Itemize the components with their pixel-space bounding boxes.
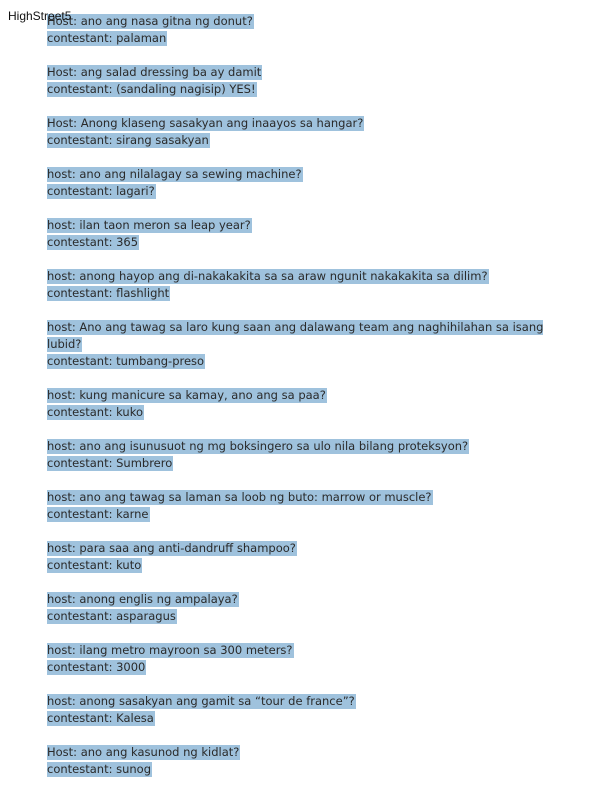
qa-pair	[47, 166, 567, 200]
qa-pair	[47, 540, 567, 574]
contestant-answer: contestant: palaman	[47, 31, 167, 45]
host-question: host: para saa ang anti-dandruff shampoo?	[47, 541, 296, 555]
watermark-text: HighStreet5	[8, 9, 72, 23]
contestant-answer: contestant: kuko	[47, 405, 143, 419]
host-question: host: ano ang tawag sa laman sa loob ng buto: marrow or muscle?	[47, 490, 432, 504]
host-question: host: ano ang isunusuot ng mg boksingero sa ulo nila bilang proteksyon?	[47, 439, 469, 453]
host-question: host: anong englis ng ampalaya?	[47, 592, 238, 606]
host-question: host: ilang metro mayroon sa 300 meters?	[47, 643, 293, 657]
qa-pair	[47, 744, 567, 778]
contestant-answer: contestant: sirang sasakyan	[47, 133, 209, 147]
qa-pair	[47, 438, 567, 472]
qa-pair	[47, 217, 567, 251]
contestant-answer: contestant: (sandaling nagisip) YES!	[47, 82, 256, 96]
qa-pair	[47, 642, 567, 676]
host-question: host: anong sasakyan ang gamit sa “tour de france”?	[47, 694, 355, 708]
qa-pair	[47, 115, 567, 149]
contestant-answer: contestant: flashlight	[47, 286, 170, 300]
contestant-answer: contestant: 365	[47, 235, 139, 249]
host-question: host: ilan taon meron sa leap year?	[47, 218, 251, 232]
host-question: host: kung manicure sa kamay, ano ang sa paa?	[47, 388, 326, 402]
qa-pair	[47, 591, 567, 625]
host-question: Host: Anong klaseng sasakyan ang inaayos sa hangar?	[47, 116, 364, 130]
host-question: host: ano ang nilalagay sa sewing machine?	[47, 167, 302, 181]
qa-pair	[47, 268, 567, 302]
host-question: Host: ang salad dressing ba ay damit	[47, 65, 262, 79]
qa-pair	[47, 64, 567, 98]
qa-pair	[47, 693, 567, 727]
contestant-answer: contestant: lagari?	[47, 184, 155, 198]
contestant-answer: contestant: Kalesa	[47, 711, 154, 725]
contestant-answer: contestant: kuto	[47, 558, 142, 572]
host-question: host: Ano ang tawag sa laro kung saan ang dalawang team ang naghihilahan sa isang lubid?	[47, 320, 544, 351]
qa-pair	[47, 13, 567, 47]
qa-pair	[47, 319, 567, 370]
contestant-answer: contestant: tumbang-preso	[47, 354, 205, 368]
contestant-answer: contestant: sunog	[47, 762, 152, 776]
contestant-answer: contestant: Sumbrero	[47, 456, 173, 470]
host-question: Host: ano ang kasunod ng kidlat?	[47, 745, 240, 759]
qa-pair	[47, 387, 567, 421]
document-body	[47, 13, 567, 795]
host-question: Host: ano ang nasa gitna ng donut?	[47, 14, 253, 28]
contestant-answer: contestant: asparagus	[47, 609, 176, 623]
qa-pair	[47, 489, 567, 523]
contestant-answer: contestant: 3000	[47, 660, 146, 674]
host-question: host: anong hayop ang di-nakakakita sa sa araw ngunit nakakakita sa dilim?	[47, 269, 488, 283]
contestant-answer: contestant: karne	[47, 507, 149, 521]
